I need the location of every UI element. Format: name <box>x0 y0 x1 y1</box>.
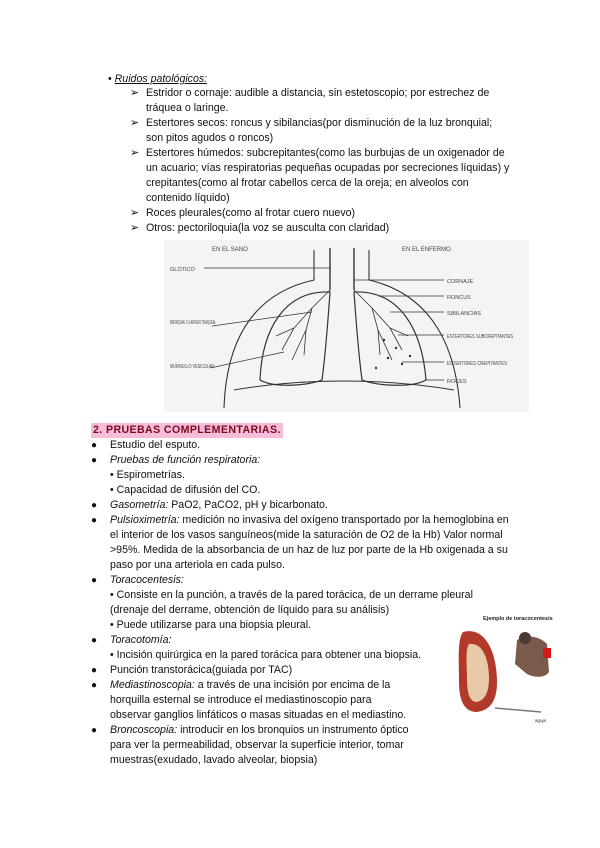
right-lung <box>354 292 426 385</box>
thoracentesis-illustration <box>455 612 555 730</box>
lung-sounds-diagram <box>164 240 529 412</box>
right-label-subcrepitantes: ESTERTORES SUBCREPITANTES <box>447 334 514 340</box>
photo-title: Ejemplo de toracocentesis <box>483 616 553 622</box>
line-gasometria <box>110 498 328 513</box>
ruidos-item-5-line-1: Otros: pectoriloquia(la voz se ausculta con claridad) <box>146 222 390 234</box>
line-mediastinoscopia-2: horquilla esternal se introduce el mediastinoscopio para <box>110 694 372 706</box>
line-broncoscopia-2: para ver la permeabilidad, observar la superficie interior, tomar <box>110 739 404 751</box>
line-pulsioximetria <box>110 513 509 528</box>
line-broncoscopia-3: muestras(exudado, lavado alveolar, biopsia) <box>110 754 318 766</box>
bullet-dot: ● <box>91 575 98 586</box>
bullet-dot: ● <box>91 455 98 466</box>
line-pulsioximetria-4: paso por una arteriola en cada pulso. <box>110 559 285 571</box>
text-gasometria: PaO2, PaCO2, pH y bicarbonato. <box>168 499 328 511</box>
ruidos-item-3-line-3: crepitantes(como al frotar cabellos cerca de la oreja; en alveolos con <box>146 177 469 189</box>
bullet-dot: ● <box>91 500 98 511</box>
bullet-dot: ● <box>91 665 98 676</box>
bullet-dot: ● <box>91 515 98 526</box>
line-capacidad-difusion: • Capacidad de difusión del CO. <box>110 484 261 496</box>
ruidos-title: Ruidos patológicos: <box>114 73 208 85</box>
text-mediastinoscopia: a través de una incisión por encima de la <box>194 679 391 691</box>
line-puncion-transtoracica: Punción transtorácica(guiada por TAC) <box>110 664 293 676</box>
arrow-bullet-icon: ➢ <box>130 207 140 219</box>
line-toracocentesis-3: (drenaje del derrame, obtención de líquido para su análisis) <box>110 604 390 616</box>
bullet-dot: ● <box>91 725 98 736</box>
ruidos-item-3-line-2: un acuario; vías respiratorias pequeñas ocupadas por secreciones líquidas) y <box>146 162 510 174</box>
torso-outline <box>224 250 460 408</box>
right-label-crepitantes: ESTERTORES CREPITANTES <box>447 361 508 367</box>
diagram-header-left: EN EL SANO <box>212 247 248 253</box>
term-mediastinoscopia: Mediastinoscopia: <box>110 679 195 691</box>
term-broncoscopia: Broncoscopia: <box>110 724 178 736</box>
right-label-roces: ROCES <box>447 379 467 385</box>
right-label-sibilancias: SIBILANCIAS <box>447 311 481 317</box>
diagram-header-right: EN EL ENFERMO <box>402 247 451 253</box>
ruidos-item-3-line-1: Estertores húmedos: subcrepitantes(como las burbujas de un oxigenador de <box>146 147 505 159</box>
ruidos-item-2-line-2: son pitos agudos o roncos) <box>146 132 274 144</box>
arrow-bullet-icon: ➢ <box>130 222 140 234</box>
term-pulsioximetria: Pulsioximetría: <box>110 514 180 526</box>
puncture-site-marker <box>543 648 551 658</box>
left-pointers <box>204 268 330 368</box>
left-label-glotico: GLÓTICO <box>170 267 195 273</box>
left-lung <box>260 292 330 385</box>
right-label-cornaje: CORNAJE <box>447 279 474 285</box>
section-heading: 2. PRUEBAS COMPLEMENTARIAS. <box>91 423 283 438</box>
bullet-dot: • <box>108 73 115 85</box>
bullet-dot: ● <box>91 440 98 451</box>
line-broncoscopia <box>110 723 409 738</box>
term-gasometria: Gasometría: <box>110 499 169 511</box>
left-label-bronquial: BRONQUIAL O LARINGO TRAQUEAL <box>170 320 217 326</box>
ruidos-item-4-line-1: Roces pleurales(como al frotar cuero nuevo) <box>146 207 356 219</box>
text-broncoscopia: introducir en los bronquios un instrumento óptico <box>177 724 409 736</box>
thoracentesis-svg <box>455 612 555 730</box>
bullet-dot: ● <box>91 635 98 646</box>
bullet-dot: ● <box>91 680 98 691</box>
line-toracotomia-2: • Incisión quirúrgica en la pared torácica para obtener una biopsia. <box>110 649 422 661</box>
left-label-murmullo: MURMULLO VESICULAR <box>170 364 215 370</box>
patient-head <box>519 632 531 644</box>
line-pulsioximetria-3: >95%. Medida de la absorbancia de un haz de luz por parte de la Hb oxigenada a su <box>110 544 508 556</box>
line-toracocentesis-4: • Puede utilizarse para una biopsia pleural. <box>110 619 311 631</box>
ruidos-item-1-line-2: tráquea o laringe. <box>146 102 229 114</box>
ruidos-item-3-line-4: contenido líquido) <box>146 192 230 204</box>
right-pointers <box>354 280 444 380</box>
text-pulsioximetria: medición no invasiva del oxígeno transportado por la hemoglobina en <box>179 514 509 526</box>
line-pruebas-funcion: Pruebas de función respiratoria: <box>110 454 261 466</box>
arrow-bullet-icon: ➢ <box>130 117 140 129</box>
ruidos-title-row <box>108 72 207 87</box>
right-label-roncus: RONCUS <box>447 295 471 301</box>
lung-diagram-svg <box>164 240 529 412</box>
line-toracotomia: Toracotomía: <box>110 634 172 646</box>
line-espirometrias: • Espirometrías. <box>110 469 185 481</box>
needle <box>495 708 541 712</box>
line-mediastinoscopia <box>110 678 390 693</box>
ruidos-item-2-line-1: Estertores secos: roncus y sibilancias(por disminución de la luz bronquial; <box>146 117 493 129</box>
arrow-bullet-icon: ➢ <box>130 147 140 159</box>
ruidos-item-1-line-1: Estridor o cornaje: audible a distancia, sin estetoscopio; por estrechez de <box>146 87 490 99</box>
line-toracocentesis-2: • Consiste en la punción, a través de la pared torácica, de un derrame pleural <box>110 589 473 601</box>
line-pulsioximetria-2: el interior de los vasos sanguíneos(mide la saturación de O2 de la Hb) Valor normal <box>110 529 503 541</box>
line-esputo: Estudio del esputo. <box>110 439 201 451</box>
trachea <box>330 248 354 290</box>
label-aguja: aguja <box>535 718 547 723</box>
line-toracocentesis: Toracocentesis: <box>110 574 184 586</box>
line-mediastinoscopia-3: observar ganglios linfáticos o masas situadas en el mediastino. <box>110 709 407 721</box>
arrow-bullet-icon: ➢ <box>130 87 140 99</box>
